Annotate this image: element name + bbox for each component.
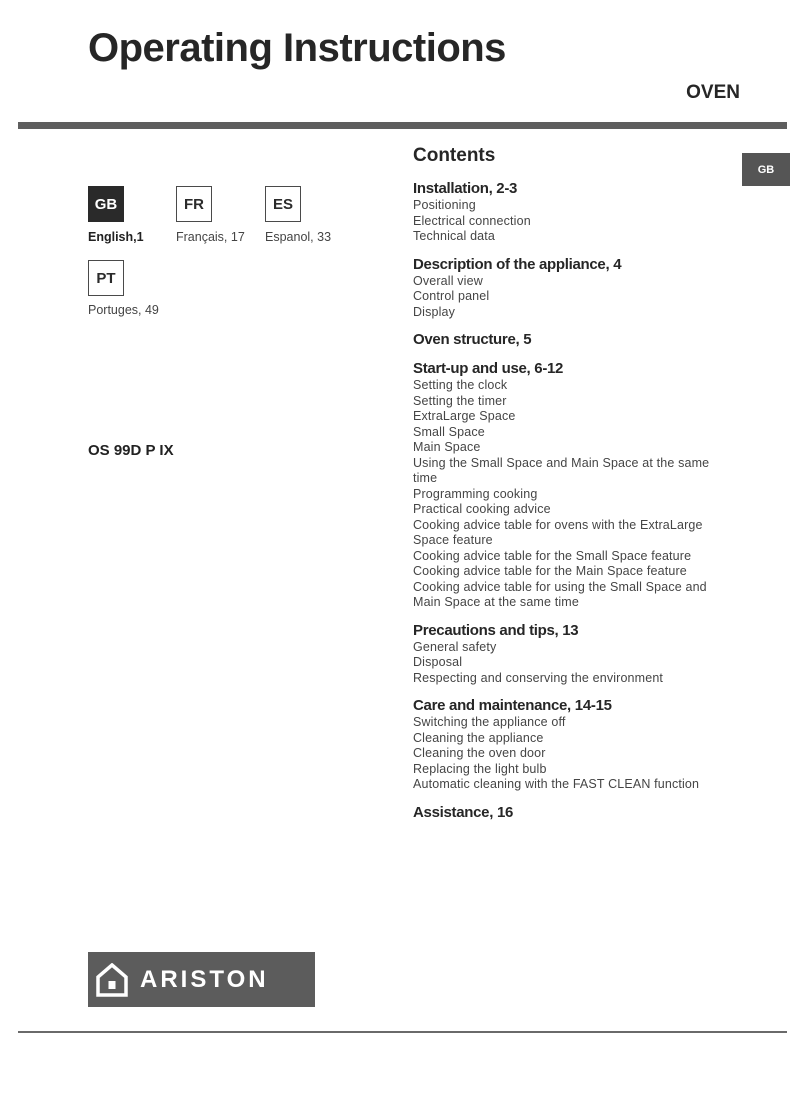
- top-divider: [18, 122, 787, 129]
- toc-item: Automatic cleaning with the FAST CLEAN function: [413, 777, 700, 791]
- toc-item: Cooking advice table for the Small Space feature: [413, 548, 692, 563]
- house-icon: [96, 963, 128, 997]
- lang-fr-box: FR: [176, 186, 212, 222]
- toc-item: Cleaning the oven door: [413, 746, 546, 760]
- model-code: OS 99D P IX: [88, 442, 174, 459]
- toc-item: ExtraLarge Space: [413, 409, 516, 423]
- toc-section: [413, 621, 723, 687]
- toc-item: Using the Small Space and Main Space at the same time: [413, 455, 710, 485]
- toc-item: Setting the clock: [413, 378, 508, 392]
- lang-gb-box: GB: [88, 186, 124, 222]
- toc-item: Electrical connection: [413, 213, 531, 228]
- toc-item: Cooking advice table for using the Small Space and Main Space at the same time: [413, 579, 707, 609]
- toc-item: Practical cooking advice: [413, 502, 551, 516]
- lang-es-label: Espanol, 33: [265, 230, 332, 244]
- ariston-logo: [88, 952, 315, 1007]
- toc-item: Cleaning the appliance: [413, 730, 544, 745]
- toc-section-title: Assistance, 16: [413, 803, 514, 821]
- toc-item: Technical data: [413, 229, 496, 243]
- table-of-contents: [413, 145, 723, 832]
- toc-item: Display: [413, 304, 456, 319]
- toc-section-title: Oven structure, 5: [413, 331, 532, 348]
- toc-item: General safety: [413, 639, 497, 654]
- toc-item: Small Space: [413, 424, 485, 439]
- toc-item: Overall view: [413, 273, 483, 288]
- toc-item: Disposal: [413, 655, 463, 669]
- toc-section-title: Start-up and use, 6-12: [413, 360, 564, 377]
- toc-section: [413, 803, 723, 822]
- lang-es-box: ES: [265, 186, 301, 222]
- lang-pt-box: PT: [88, 260, 124, 296]
- bottom-divider: [18, 1031, 787, 1033]
- lang-fr-label: Français, 17: [176, 230, 245, 244]
- toc-section: [413, 255, 723, 321]
- toc-item: Switching the appliance off: [413, 715, 566, 729]
- toc-section: [413, 359, 723, 611]
- toc-section-title: Description of the appliance, 4: [413, 255, 622, 273]
- toc-section-title: Installation, 2-3: [413, 180, 518, 197]
- toc-item: Respecting and conserving the environment: [413, 670, 664, 685]
- toc-item: Setting the timer: [413, 393, 507, 408]
- toc-section: [413, 696, 723, 793]
- toc-item: Programming cooking: [413, 486, 538, 501]
- brand-name: ARISTON: [140, 965, 269, 993]
- toc-item: Cooking advice table for the Main Space feature: [413, 564, 687, 578]
- toc-section: [413, 179, 723, 245]
- toc-section-title: Care and maintenance, 14-15: [413, 697, 612, 714]
- lang-pt-label: Portuges, 49: [88, 303, 159, 317]
- toc-section-title: Precautions and tips, 13: [413, 621, 579, 639]
- product-type: OVEN: [686, 82, 740, 103]
- lang-gb-label: English,1: [88, 230, 144, 244]
- language-side-tab: GB: [742, 153, 790, 186]
- contents-heading: Contents: [413, 145, 496, 166]
- toc-item: Main Space: [413, 440, 481, 454]
- toc-item: Positioning: [413, 198, 476, 212]
- toc-section: [413, 330, 723, 349]
- toc-item: Replacing the light bulb: [413, 761, 547, 776]
- toc-item: Cooking advice table for ovens with the ExtraLarge Space feature: [413, 517, 703, 547]
- document-title: Operating Instructions: [88, 26, 506, 70]
- toc-item: Control panel: [413, 289, 490, 303]
